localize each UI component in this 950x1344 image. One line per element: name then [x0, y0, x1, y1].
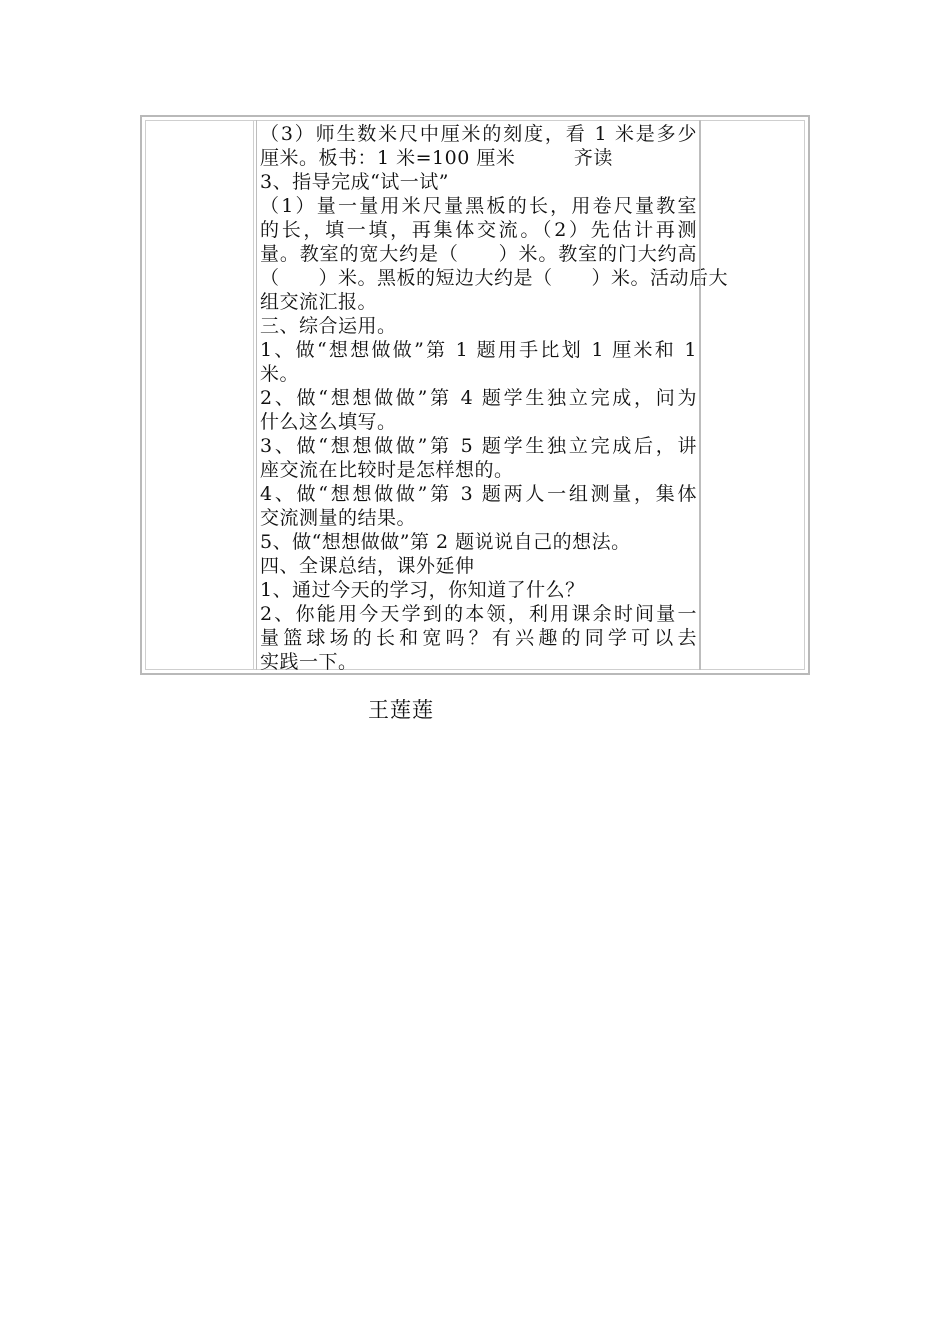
content-line: 4、做“想想做做”第 3 题两人一组测量，集体 — [260, 483, 697, 505]
content-line: （1）量一量用米尺量黑板的长，用卷尺量教室 — [260, 195, 697, 217]
table-left-cell — [145, 120, 254, 670]
table-content-cell — [256, 120, 729, 673]
content-line: （3）师生数米尺中厘米的刻度，看 1 米是多少 — [260, 123, 697, 145]
content-line: （ ）米。黑板的短边大约是（ ）米。活动后大 — [260, 267, 729, 289]
author-signature: 王莲莲 — [368, 698, 434, 722]
content-line: 四、全课总结，课外延伸 — [260, 555, 475, 577]
table-right-cell — [700, 120, 805, 670]
content-line: 什么这么填写。 — [260, 411, 397, 433]
content-line: 三、综合运用。 — [260, 315, 397, 337]
content-line: 组交流汇报。 — [260, 291, 378, 313]
content-line: 2、做“想想做做”第 4 题学生独立完成，问为 — [260, 387, 697, 409]
content-line: 实践一下。 — [260, 651, 358, 673]
content-line: 1、做“想想做做”第 1 题用手比划 1 厘米和 1 — [260, 339, 697, 361]
content-line: 1、通过今天的学习，你知道了什么？ — [260, 579, 585, 601]
lesson-plan-table — [140, 115, 810, 675]
content-line: 的长，填一填，再集体交流。（2）先估计再测 — [260, 219, 697, 241]
content-line: 2、你能用今天学到的本领，利用课余时间量一 — [260, 603, 697, 625]
content-line: 米。 — [260, 363, 300, 385]
content-line: 3、做“想想做做”第 5 题学生独立完成后，讲 — [260, 435, 697, 457]
content-line: 5、做“想想做做”第 2 题说说自己的想法。 — [260, 531, 631, 553]
content-line: 交流测量的结果。 — [260, 507, 417, 529]
content-line: 3、指导完成“试一试” — [260, 171, 450, 193]
content-line: 厘米。板书：1 米=100 厘米 齐读 — [260, 147, 613, 169]
content-line: 量。教室的宽大约是（ ）米。教室的门大约高 — [260, 243, 697, 265]
content-line: 座交流在比较时是怎样想的。 — [260, 459, 514, 481]
content-line: 量篮球场的长和宽吗？有兴趣的同学可以去 — [260, 627, 697, 649]
